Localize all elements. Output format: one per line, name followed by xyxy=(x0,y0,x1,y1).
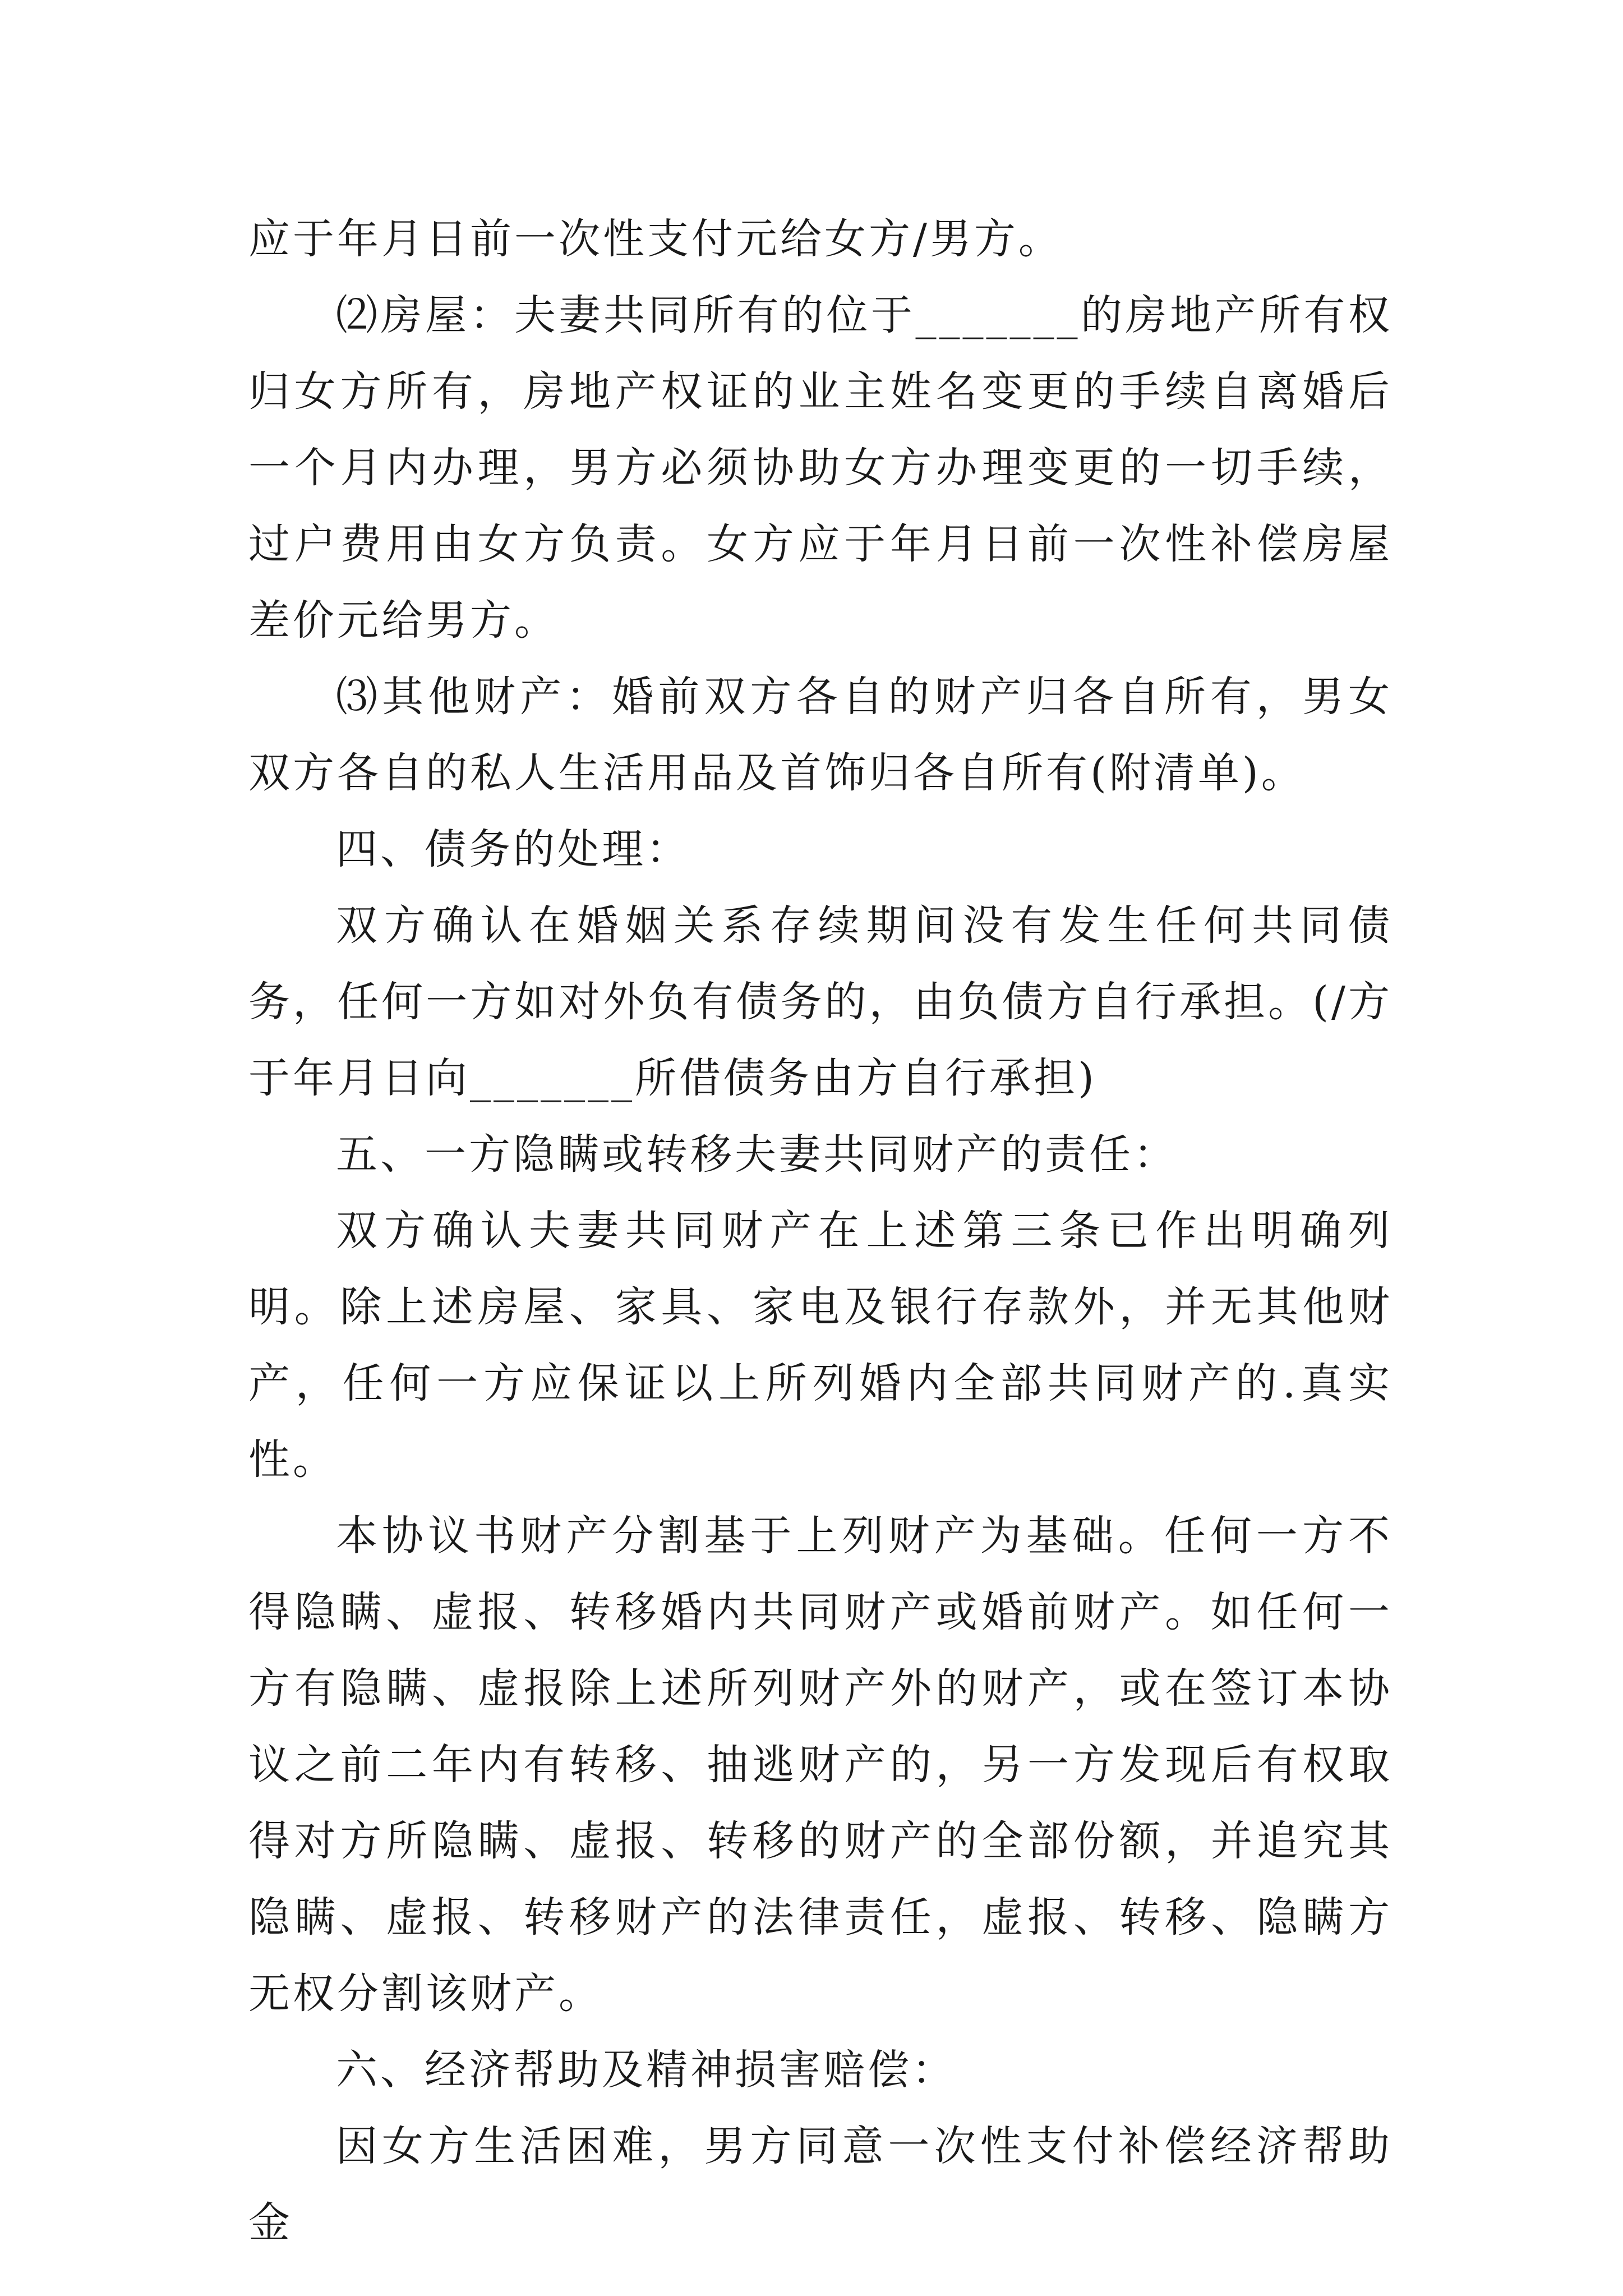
heading-concealment-liability: 五、一方隐瞒或转移夫妻共同财产的责任： xyxy=(336,1130,1178,1179)
document-body xyxy=(248,201,1393,2261)
paragraph-debt: 双方确认在婚姻关系存续期间没有发生任何共同债务，任何一方如对外负有债务的，由负债方自行承担。(/方于年月日向_______所借债务由方自行承担) xyxy=(248,901,1393,1102)
paragraph-property-confirmation: 双方确认夫妻共同财产在上述第三条已作出明确列明。除上述房屋、家具、家电及银行存款外，并无其他财产，任何一方应保证以上所列婚内全部共同财产的.真实性。 xyxy=(248,1207,1393,1484)
heading-debt-handling: 四、债务的处理： xyxy=(336,825,690,873)
paragraph-property-division-basis: 本协议书财产分割基于上列财产为基础。任何一方不得隐瞒、虚报、转移婚内共同财产或婚前财产。如任何一方有隐瞒、虚报除上述所列财产外的财产，或在签订本协议之前二年内有转移、抽逃财产的，另一方发现后有权取得对方所隐瞒、虚报、转移的财产的全部份额，并追究其隐瞒、虚报、转移财产的法律责任，虚报、转移、隐瞒方无权分割该财产。 xyxy=(248,1512,1393,2018)
paragraph-economic-assistance: 因女方生活困难，男方同意一次性支付补偿经济帮助金 xyxy=(248,2122,1393,2247)
paragraph-house: ⑵房屋：夫妻共同所有的位于_______的房地产所有权归女方所有，房地产权证的业主姓名变更的手续自离婚后一个月内办理，男方必须协助女方办理变更的一切手续，过户费用由女方负责。女方应于年月日前一次性补偿房屋差价元给男方。 xyxy=(248,291,1393,645)
heading-economic-assistance: 六、经济帮助及精神损害赔偿： xyxy=(336,2046,956,2094)
paragraph-payment-continuation: 应于年月日前一次性支付元给女方/男方。 xyxy=(248,215,1063,263)
paragraph-other-property: ⑶其他财产：婚前双方各自的财产归各自所有，男女双方各自的私人生活用品及首饰归各自所有(附清单)。 xyxy=(248,673,1393,797)
